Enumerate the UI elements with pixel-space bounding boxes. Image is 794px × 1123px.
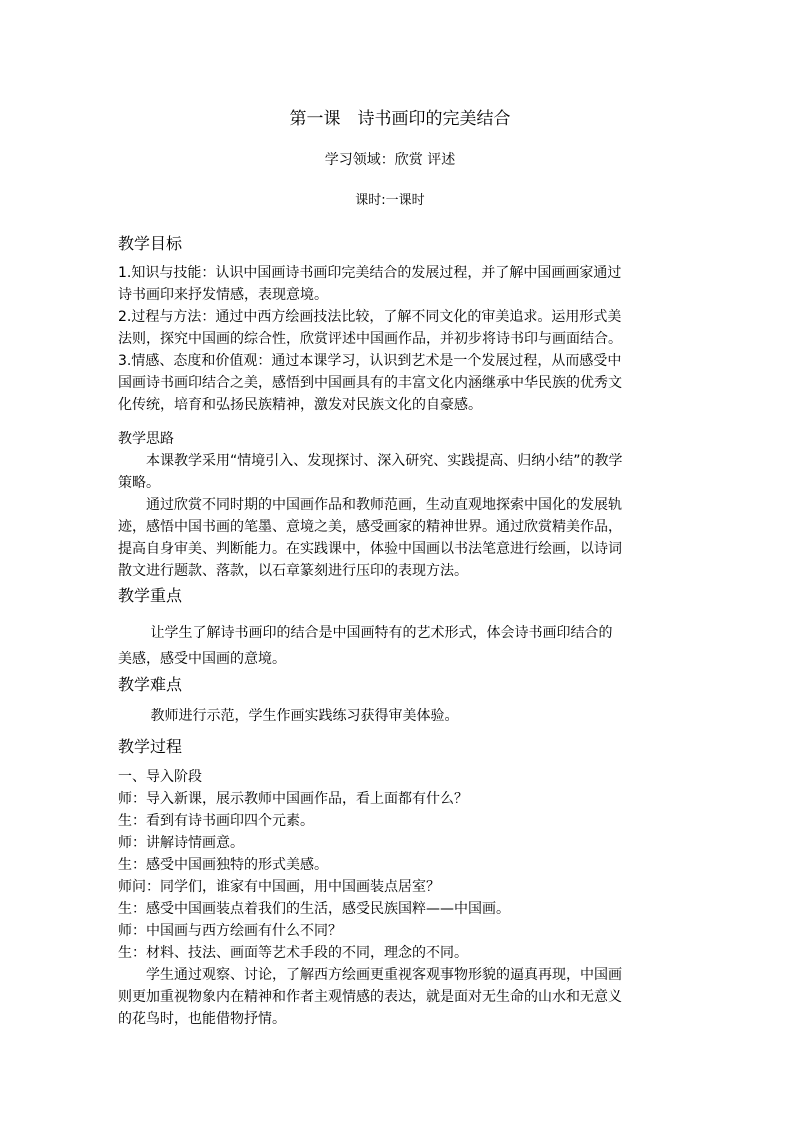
goals-body <box>118 262 688 416</box>
difficulties-line: 教师进行示范，学生作画实践练习获得审美体验。 <box>118 708 459 724</box>
learning-domain: 学习领域：欣赏 评述 <box>324 152 456 168</box>
process-line: 生：感受中国画装点着我们的生活，感受民族国粹——中国画。 <box>118 901 510 917</box>
process-line: 生：感受中国画独特的形式美感。 <box>118 857 328 873</box>
process-line: 则更加重视物象内在精神和作者主观情感的表达，就是面对无生命的山水和无意义 <box>118 989 622 1005</box>
approach-line: 散文进行题款、落款，以石章篆刻进行压印的表现方法。 <box>118 563 468 579</box>
goals-line: 2.过程与方法：通过中西方绘画技法比较，了解不同文化的审美追求。运用形式美 <box>118 309 622 325</box>
key-points-line: 美感，感受中国画的意境。 <box>118 651 286 667</box>
process-line: 生：看到有诗书画印四个元素。 <box>118 813 314 829</box>
goals-line: 1.知识与技能：认识中国画诗书画印完美结合的发展过程，并了解中国画画家通过 <box>118 265 622 281</box>
lesson-duration: 课时:一课时 <box>355 193 425 208</box>
goals-line: 国画诗书画印结合之美，感悟到中国画具有的丰富文化内涵继承中华民族的优秀文 <box>118 375 622 391</box>
process-line: 师：讲解诗情画意。 <box>118 835 244 851</box>
goals-line: 法则，探究中国画的综合性，欣赏评述中国画作品，并初步将诗书印与画面结合。 <box>118 331 622 347</box>
goals-line: 化传统，培育和弘扬民族精神，激发对民族文化的自豪感。 <box>118 397 482 413</box>
approach-line: 提高自身审美、判断能力。在实践课中，体验中国画以书法笔意进行绘画，以诗词 <box>118 541 622 557</box>
difficulties-heading: 教学难点 <box>118 675 183 694</box>
goals-heading: 教学目标 <box>118 234 183 253</box>
process-line: 师问：同学们，谁家有中国画，用中国画装点居室？ <box>118 879 440 895</box>
approach-line: 迹，感悟中国书画的笔墨、意境之美，感受画家的精神世界。通过欣赏精美作品， <box>118 519 622 535</box>
process-line: 师：导入新课，展示教师中国画作品，看上面都有什么？ <box>118 791 468 807</box>
process-line: 一、导入阶段 <box>118 769 202 785</box>
goals-line: 3.情感、态度和价值观：通过本课学习，认识到艺术是一个发展过程，从而感受中 <box>118 353 622 369</box>
process-line: 师：中国画与西方绘画有什么不同？ <box>118 923 342 939</box>
process-body <box>118 766 688 1030</box>
approach-line: 策略。 <box>118 475 160 491</box>
process-heading: 教学过程 <box>118 737 183 756</box>
approach-line: 本课教学采用“情境引入、发现探讨、深入研究、实践提高、归纳小结”的教学 <box>118 453 623 469</box>
goals-line: 诗书画印来抒发情感，表现意境。 <box>118 287 328 303</box>
approach-line: 通过欣赏不同时期的中国画作品和教师范画，生动直观地探索中国化的发展轨 <box>118 497 622 513</box>
process-line: 的花鸟时，也能借物抒情。 <box>118 1011 286 1027</box>
key-points-line: 让学生了解诗书画印的结合是中国画特有的艺术形式，体会诗书画印结合的 <box>118 625 613 641</box>
key-points-body <box>118 620 688 672</box>
approach-heading: 教学思路 <box>118 431 174 447</box>
process-line: 学生通过观察、讨论，了解西方绘画更重视客观事物形貌的逼真再现，中国画 <box>118 967 622 983</box>
approach-body <box>118 450 688 582</box>
process-line: 生：材料、技法、画面等艺术手段的不同，理念的不同。 <box>118 945 468 961</box>
key-points-heading: 教学重点 <box>118 586 183 605</box>
lesson-title: 第一课 诗书画印的完美结合 <box>289 109 511 129</box>
